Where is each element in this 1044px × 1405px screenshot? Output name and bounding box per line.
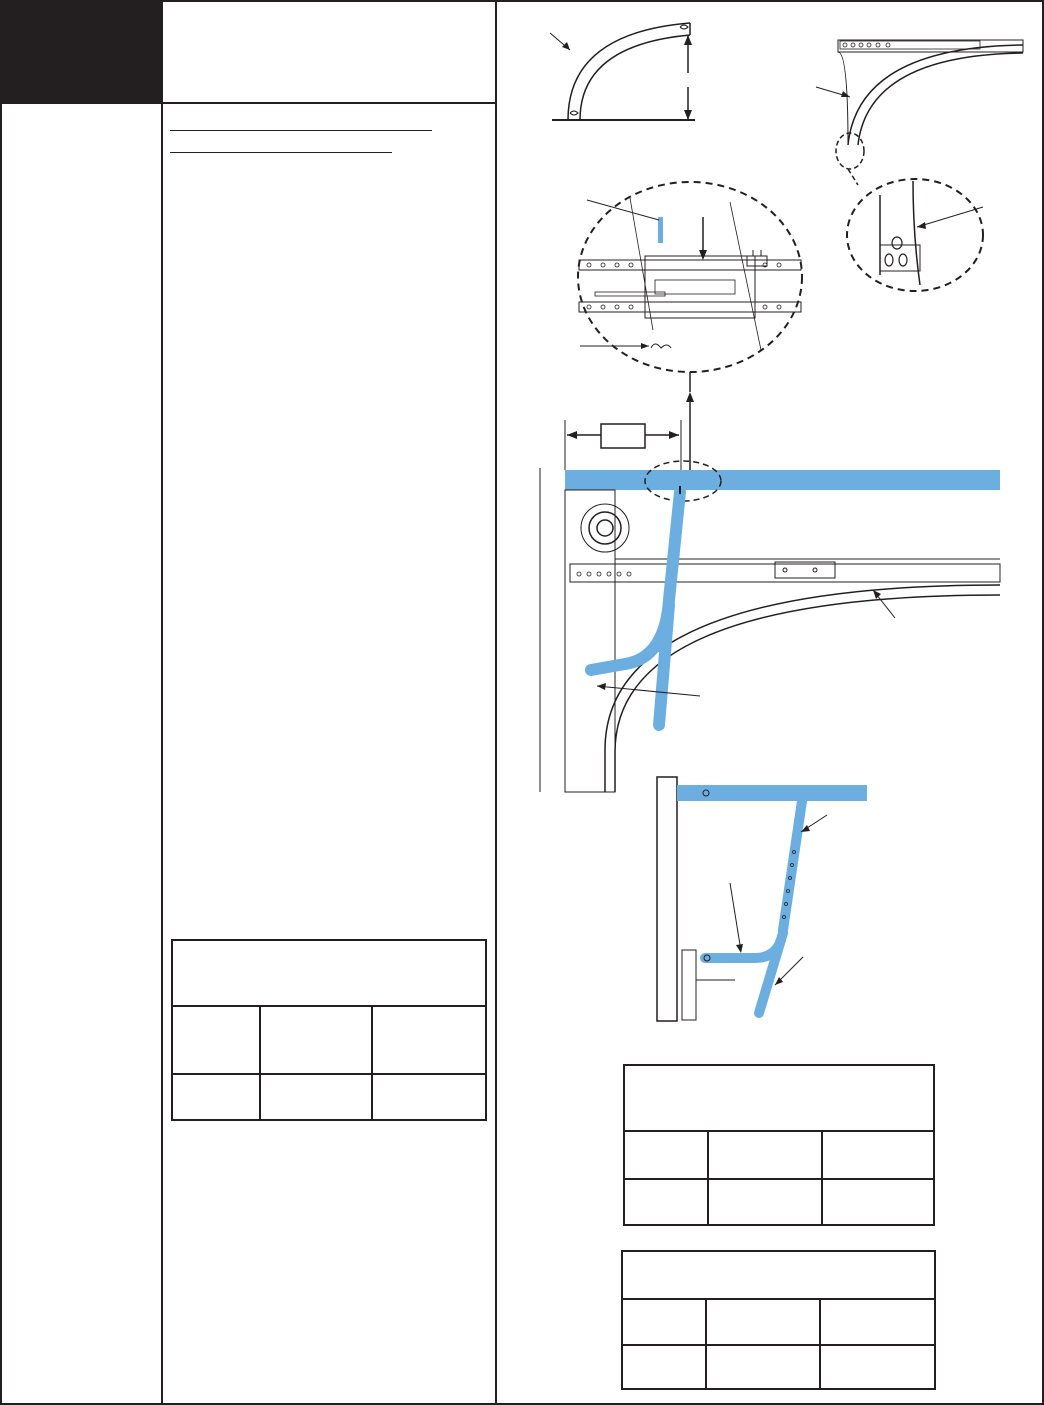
left-table-cell (260, 1074, 372, 1120)
curved-track-icon (540, 15, 710, 130)
heading-underline-1 (170, 130, 432, 131)
right-table-2-cell (622, 1345, 706, 1389)
right-table-1-cell (822, 1179, 934, 1225)
top-border (0, 0, 1044, 2)
left-table-cell (372, 1074, 486, 1120)
right-table-1-cell (708, 1131, 822, 1179)
straight-track-icon (808, 35, 1028, 190)
right-reference-table-1 (623, 1064, 935, 1226)
right-table-1-cell (624, 1131, 708, 1179)
heading-underline-2 (170, 152, 392, 153)
right-table-2-cell (706, 1299, 820, 1345)
door-arm-diagram-icon (535, 390, 1005, 795)
right-table-1-cell (624, 1179, 708, 1225)
right-table-2-cell (706, 1345, 820, 1389)
header-divider (0, 102, 497, 104)
left-table-header-cell (172, 940, 486, 1006)
left-table-cell (172, 1074, 260, 1120)
left-border (0, 0, 2, 1405)
left-table-cell (260, 1006, 372, 1074)
right-table-2-cell (622, 1299, 706, 1345)
left-table-cell (372, 1006, 486, 1074)
right-table-2-cell (820, 1345, 935, 1389)
column-divider-2 (495, 0, 497, 1405)
right-table-1-cell (708, 1179, 822, 1225)
right-table-1-header-cell (624, 1065, 934, 1131)
step-tab (0, 0, 161, 103)
right-table-1-cell (822, 1131, 934, 1179)
left-table-cell (172, 1006, 260, 1074)
right-reference-table-2 (621, 1250, 936, 1390)
arm-side-view-icon (655, 775, 870, 1025)
detail-zoom-icon (575, 180, 805, 380)
bracket-detail-icon (845, 175, 1005, 295)
left-reference-table (171, 939, 487, 1121)
right-table-2-header-cell (622, 1251, 935, 1299)
column-divider-1 (161, 0, 163, 1405)
right-table-2-cell (820, 1299, 935, 1345)
